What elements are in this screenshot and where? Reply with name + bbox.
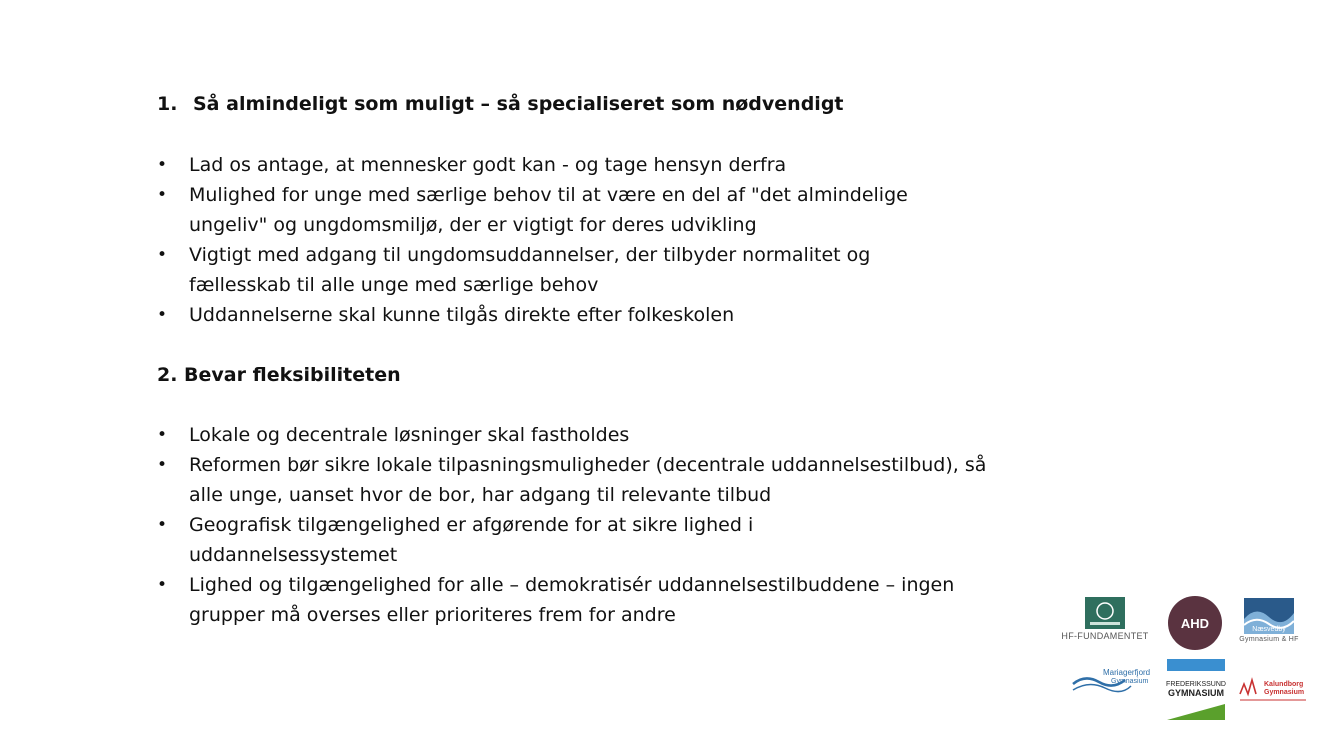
list-item [157, 450, 1019, 510]
list-item [157, 510, 829, 570]
bullet-icon: • [157, 155, 168, 175]
mariagerfjord-logo [1071, 666, 1157, 696]
section1-heading [157, 93, 844, 115]
list-item [157, 180, 959, 240]
bullet-text: Mulighed for unge med særlige behov til at være en del af "det almindelige ungeliv" og ungdomsmiljø, der er vigtigt for deres udvikling [189, 184, 908, 236]
bullet-icon: • [157, 455, 168, 475]
naestved-sublabel: Gymnasium & HF [1239, 636, 1299, 643]
list-item [157, 150, 1017, 180]
naestved-wave-icon [1243, 597, 1295, 635]
section2-heading: 2. Bevar fleksibiliteten [157, 364, 401, 386]
bullet-icon: • [157, 425, 168, 445]
hf-fundamentet-label: HF-FUNDAMENTET [1061, 631, 1149, 641]
ahd-circle-icon [1167, 595, 1223, 651]
section2-bullet-list [157, 420, 1017, 630]
hf-fundamentet-logo [1061, 596, 1149, 641]
mariagerfjord-sublabel: Gymnasium [1111, 678, 1149, 685]
bullet-text: Reformen bør sikre lokale tilpasningsmuligheder (decentrale uddannelsestilbud), så alle unge, uanset hvor de bor, har adgang til relevante tilbud [189, 454, 987, 506]
mariagerfjord-label: Mariagerfjord [1103, 668, 1151, 677]
list-item [157, 570, 1029, 630]
section1-title: Så almindeligt som muligt – så specialiseret som nødvendigt [193, 93, 844, 115]
section1-bullet-list [157, 150, 1017, 330]
bullet-text: Geografisk tilgængelighed er afgørende for at sikre lighed i uddannelsessystemet [189, 514, 754, 566]
bullet-icon: • [157, 575, 168, 595]
kalundborg-towers-icon [1238, 672, 1308, 706]
list-item [157, 300, 1017, 330]
hf-fundamentet-emblem-icon [1084, 596, 1126, 630]
bullet-icon: • [157, 185, 168, 205]
bullet-text: Uddannelserne skal kunne tilgås direkte efter folkeskolen [189, 304, 735, 326]
frederikssund-mark-icon [1166, 658, 1226, 720]
frederikssund-label: FREDERIKSSUND [1166, 681, 1226, 688]
bullet-text: Vigtigt med adgang til ungdomsuddannelser, der tilbyder normalitet og fællesskab til alle unge med særlige behov [189, 244, 871, 296]
section1-number: 1. [157, 93, 178, 115]
naestved-label: Næsvedby [1252, 626, 1286, 633]
kalundborg-label: Kalundborg [1264, 681, 1304, 688]
bullet-text: Lad os antage, at mennesker godt kan - og tage hensyn derfra [189, 154, 787, 176]
bullet-icon: • [157, 245, 168, 265]
bullet-text: Lighed og tilgængelighed for alle – demokratisér uddannelsestilbuddene – ingen grupper må overses eller prioriteres frem for andre [189, 574, 955, 626]
list-item [157, 420, 1017, 450]
bullet-icon: • [157, 305, 168, 325]
frederikssund-sublabel: GYMNASIUM [1168, 688, 1224, 698]
kalundborg-logo [1237, 672, 1309, 706]
bullet-icon: • [157, 515, 168, 535]
naestved-logo [1233, 597, 1305, 643]
partner-logos [1061, 590, 1325, 730]
ahd-label: AHD [1180, 616, 1210, 631]
kalundborg-sublabel: Gymnasium [1264, 689, 1305, 696]
list-item [157, 240, 934, 300]
frederikssund-logo [1165, 658, 1227, 720]
bullet-text: Lokale og decentrale løsninger skal fastholdes [189, 424, 630, 446]
mariagerfjord-wave-icon [1071, 666, 1157, 696]
ahd-logo [1165, 595, 1225, 651]
